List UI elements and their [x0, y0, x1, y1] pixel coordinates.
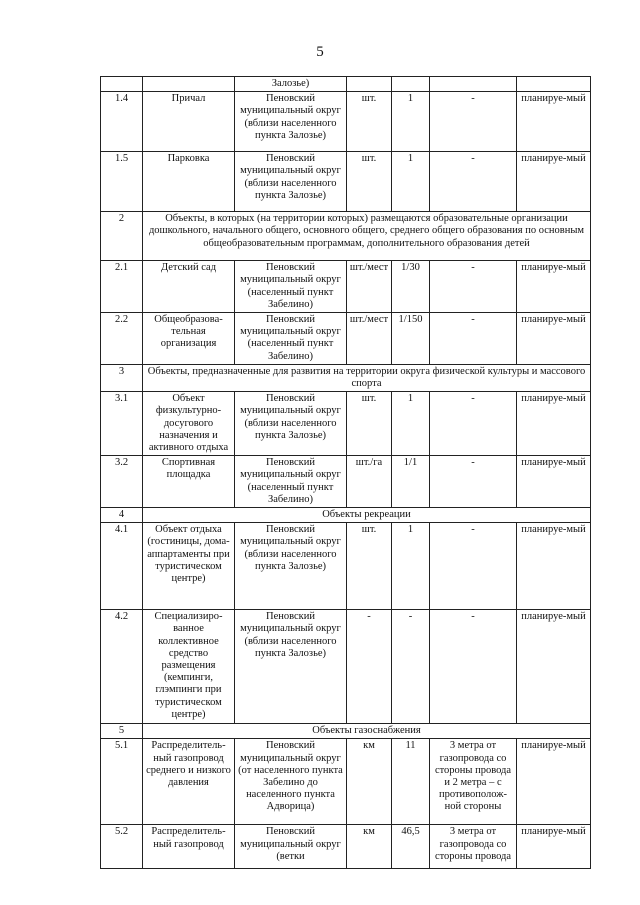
- status-cell: планируе-мый: [517, 610, 591, 724]
- quantity-cell: 1: [392, 152, 430, 212]
- section-number: 5: [101, 724, 143, 739]
- status-cell: планируе-мый: [517, 313, 591, 365]
- location-cell: Пеновский муниципальный округ (вблизи населенного пункта Залозье): [235, 92, 347, 152]
- section-row: [101, 364, 591, 391]
- section-title: Объекты рекреации: [143, 508, 591, 523]
- row-number: 5.2: [101, 825, 143, 869]
- section-title: Объекты газоснабжения: [143, 724, 591, 739]
- quantity-cell: 1: [392, 523, 430, 610]
- unit-cell: шт.: [347, 92, 392, 152]
- zone-cell: -: [430, 313, 517, 365]
- quantity-cell: 1/150: [392, 313, 430, 365]
- section-title: Объекты, предназначенные для развития на территории округа физической культуры и массового спорта: [143, 364, 591, 391]
- unit-cell: шт.: [347, 392, 392, 456]
- object-name: Объект отдыха (гостиницы, дома-аппартаменты при туристическом центре): [143, 523, 235, 610]
- zone-cell: -: [430, 261, 517, 313]
- row-number: 4.1: [101, 523, 143, 610]
- object-name: Общеобразова-тельная организация: [143, 313, 235, 365]
- table-row: [101, 92, 591, 152]
- table-row: [101, 392, 591, 456]
- section-row: [101, 212, 591, 261]
- unit-cell: шт.: [347, 152, 392, 212]
- section-title: Объекты, в которых (на территории которых) размещаются образовательные организации дошкольного, начального общего, основного общего, среднего общего образования по основным общеобразовательным программам, дополнительного образования детей: [143, 212, 591, 261]
- location-cell: Пеновский муниципальный округ (от населенного пункта Забелино до населенного пункта Адворица): [235, 739, 347, 825]
- zone-cell: -: [430, 392, 517, 456]
- section-number: 4: [101, 508, 143, 523]
- status-cell: планируе-мый: [517, 456, 591, 508]
- location-cell: Пеновский муниципальный округ (населенный пункт Забелино): [235, 456, 347, 508]
- object-name: Объект физкультурно-досугового назначения и активного отдыха: [143, 392, 235, 456]
- zone-cell: 3 метра от газопровода со стороны провода: [430, 825, 517, 869]
- row-number: 5.1: [101, 739, 143, 825]
- zone-cell: -: [430, 456, 517, 508]
- location-cell: Пеновский муниципальный округ (вблизи населенного пункта Залозье): [235, 152, 347, 212]
- table-row: [101, 610, 591, 724]
- unit-cell: км: [347, 739, 392, 825]
- zone-cell: -: [430, 523, 517, 610]
- quantity-cell: 1: [392, 92, 430, 152]
- status-cell: планируе-мый: [517, 825, 591, 869]
- unit-cell: км: [347, 825, 392, 869]
- status-cell: планируе-мый: [517, 261, 591, 313]
- zone-cell: -: [430, 92, 517, 152]
- object-name: Распределитель-ный газопровод: [143, 825, 235, 869]
- quantity-cell: 1/30: [392, 261, 430, 313]
- page-number: 5: [316, 44, 324, 60]
- row-number: 1.4: [101, 92, 143, 152]
- unit-cell: шт./га: [347, 456, 392, 508]
- table-row: [101, 523, 591, 610]
- quantity-cell: -: [392, 610, 430, 724]
- unit-cell: шт./мест: [347, 261, 392, 313]
- object-name: Детский сад: [143, 261, 235, 313]
- location-cell: Пеновский муниципальный округ (населенный пункт Забелино): [235, 261, 347, 313]
- table-row: [101, 825, 591, 869]
- location-cell: Пеновский муниципальный округ (вблизи населенного пункта Залозье): [235, 523, 347, 610]
- quantity-cell: 11: [392, 739, 430, 825]
- section-number: 3: [101, 364, 143, 391]
- section-row: [101, 724, 591, 739]
- location-cell: Пеновский муниципальный округ (вблизи населенного пункта Залозье): [235, 610, 347, 724]
- location-cell: Пеновский муниципальный округ (населенный пункт Забелино): [235, 313, 347, 365]
- table-row: [101, 313, 591, 365]
- status-cell: планируе-мый: [517, 92, 591, 152]
- zone-cell: 3 метра от газопровода со стороны провода и 2 метра – с противополож-ной стороны: [430, 739, 517, 825]
- status-cell: планируе-мый: [517, 152, 591, 212]
- object-name: Спортивная площадка: [143, 456, 235, 508]
- zone-cell: -: [430, 610, 517, 724]
- row-number: 2.1: [101, 261, 143, 313]
- quantity-cell: 46,5: [392, 825, 430, 869]
- unit-cell: шт.: [347, 523, 392, 610]
- quantity-cell: 1: [392, 392, 430, 456]
- object-name: Причал: [143, 92, 235, 152]
- location-cell: Пеновский муниципальный округ (вблизи населенного пункта Залозье): [235, 392, 347, 456]
- row-number: 2.2: [101, 313, 143, 365]
- unit-cell: шт./мест: [347, 313, 392, 365]
- objects-table: [100, 76, 591, 869]
- row-number: 1.5: [101, 152, 143, 212]
- zone-cell: -: [430, 152, 517, 212]
- status-cell: планируе-мый: [517, 739, 591, 825]
- section-number: 2: [101, 212, 143, 261]
- object-name: Парковка: [143, 152, 235, 212]
- table-row: [101, 456, 591, 508]
- table-row: [101, 77, 591, 92]
- row-number: 3.2: [101, 456, 143, 508]
- quantity-cell: 1/1: [392, 456, 430, 508]
- location-cell: Пеновский муниципальный округ (ветки: [235, 825, 347, 869]
- table-row: [101, 739, 591, 825]
- status-cell: планируе-мый: [517, 523, 591, 610]
- location-cell: Залозье): [235, 77, 347, 92]
- status-cell: планируе-мый: [517, 392, 591, 456]
- table-row: [101, 152, 591, 212]
- object-name: Распределитель-ный газопровод среднего и низкого давления: [143, 739, 235, 825]
- unit-cell: -: [347, 610, 392, 724]
- section-row: [101, 508, 591, 523]
- row-number: 3.1: [101, 392, 143, 456]
- object-name: Специализиро-ванное коллективное средство размещения (кемпинги, глэмпинги при туристическом центре): [143, 610, 235, 724]
- table-row: [101, 261, 591, 313]
- row-number: 4.2: [101, 610, 143, 724]
